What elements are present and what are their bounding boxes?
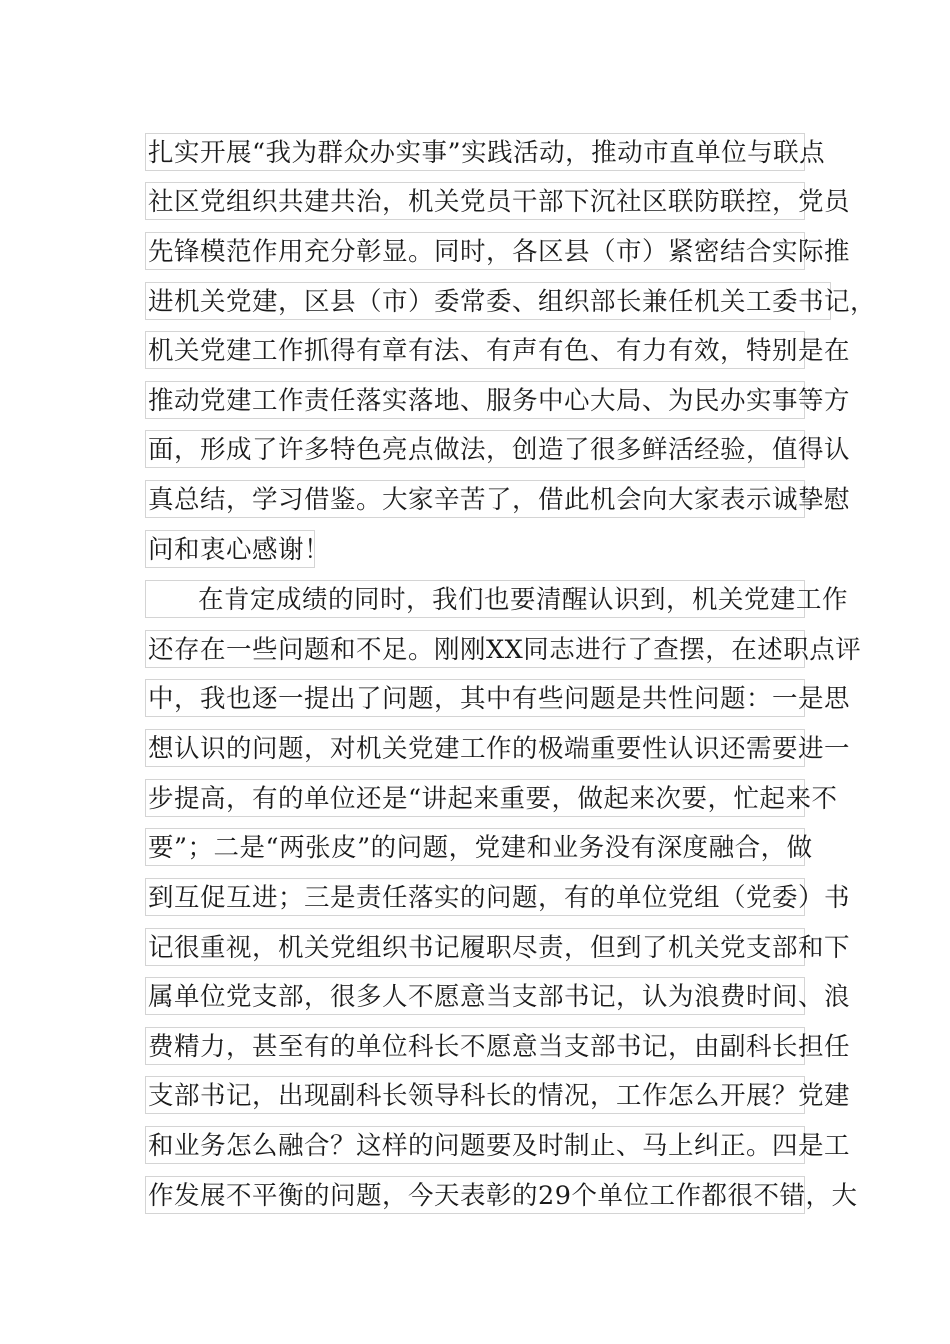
text-line: 真总结，学习借鉴。大家辛苦了，借此机会向大家表示诚挚慰: [145, 480, 805, 518]
text-line: 想认识的问题，对机关党建工作的极端重要性认识还需要进一: [145, 729, 805, 767]
text-line: 步提高，有的单位还是“讲起来重要，做起来次要，忙起来不: [145, 779, 805, 817]
text-line: 要”；二是“两张皮”的问题，党建和业务没有深度融合，做: [145, 828, 805, 866]
text-line: 机关党建工作抓得有章有法、有声有色、有力有效，特别是在: [145, 331, 805, 369]
text-line: 社区党组织共建共治，机关党员干部下沉社区联防联控，党员: [145, 182, 805, 220]
text-line: 属单位党支部，很多人不愿意当支部书记，认为浪费时间、浪: [145, 977, 805, 1015]
text-line: 面，形成了许多特色亮点做法，创造了很多鲜活经验，值得认: [145, 430, 805, 468]
text-line: 到互促互进；三是责任落实的问题，有的单位党组（党委）书: [145, 878, 805, 916]
text-line: 还存在一些问题和不足。刚刚XX同志进行了查摆，在述职点评: [145, 630, 805, 668]
paragraph-first-line: 在肯定成绩的同时，我们也要清醒认识到，机关党建工作: [145, 580, 805, 618]
text-line: 扎实开展“我为群众办实事”实践活动，推动市直单位与联点: [145, 133, 805, 171]
text-line: 和业务怎么融合？这样的问题要及时制止、马上纠正。四是工: [145, 1126, 805, 1164]
text-line: 支部书记，出现副科长领导科长的情况，工作怎么开展？党建: [145, 1076, 805, 1114]
text-line: 作发展不平衡的问题，今天表彰的29个单位工作都很不错，大: [145, 1176, 805, 1214]
text-line: 费精力，甚至有的单位科长不愿意当支部书记，由副科长担任: [145, 1027, 805, 1065]
text-line: 中，我也逐一提出了问题，其中有些问题是共性问题：一是思: [145, 679, 805, 717]
text-line: 推动党建工作责任落实落地、服务中心大局、为民办实事等方: [145, 381, 805, 419]
text-line: 进机关党建，区县（市）委常委、组织部长兼任机关工委书记，: [145, 282, 831, 320]
text-line: 问和衷心感谢！: [145, 530, 315, 568]
text-line: 记很重视，机关党组织书记履职尽责，但到了机关党支部和下: [145, 928, 805, 966]
text-line: 先锋模范作用充分彰显。同时，各区县（市）紧密结合实际推: [145, 232, 805, 270]
